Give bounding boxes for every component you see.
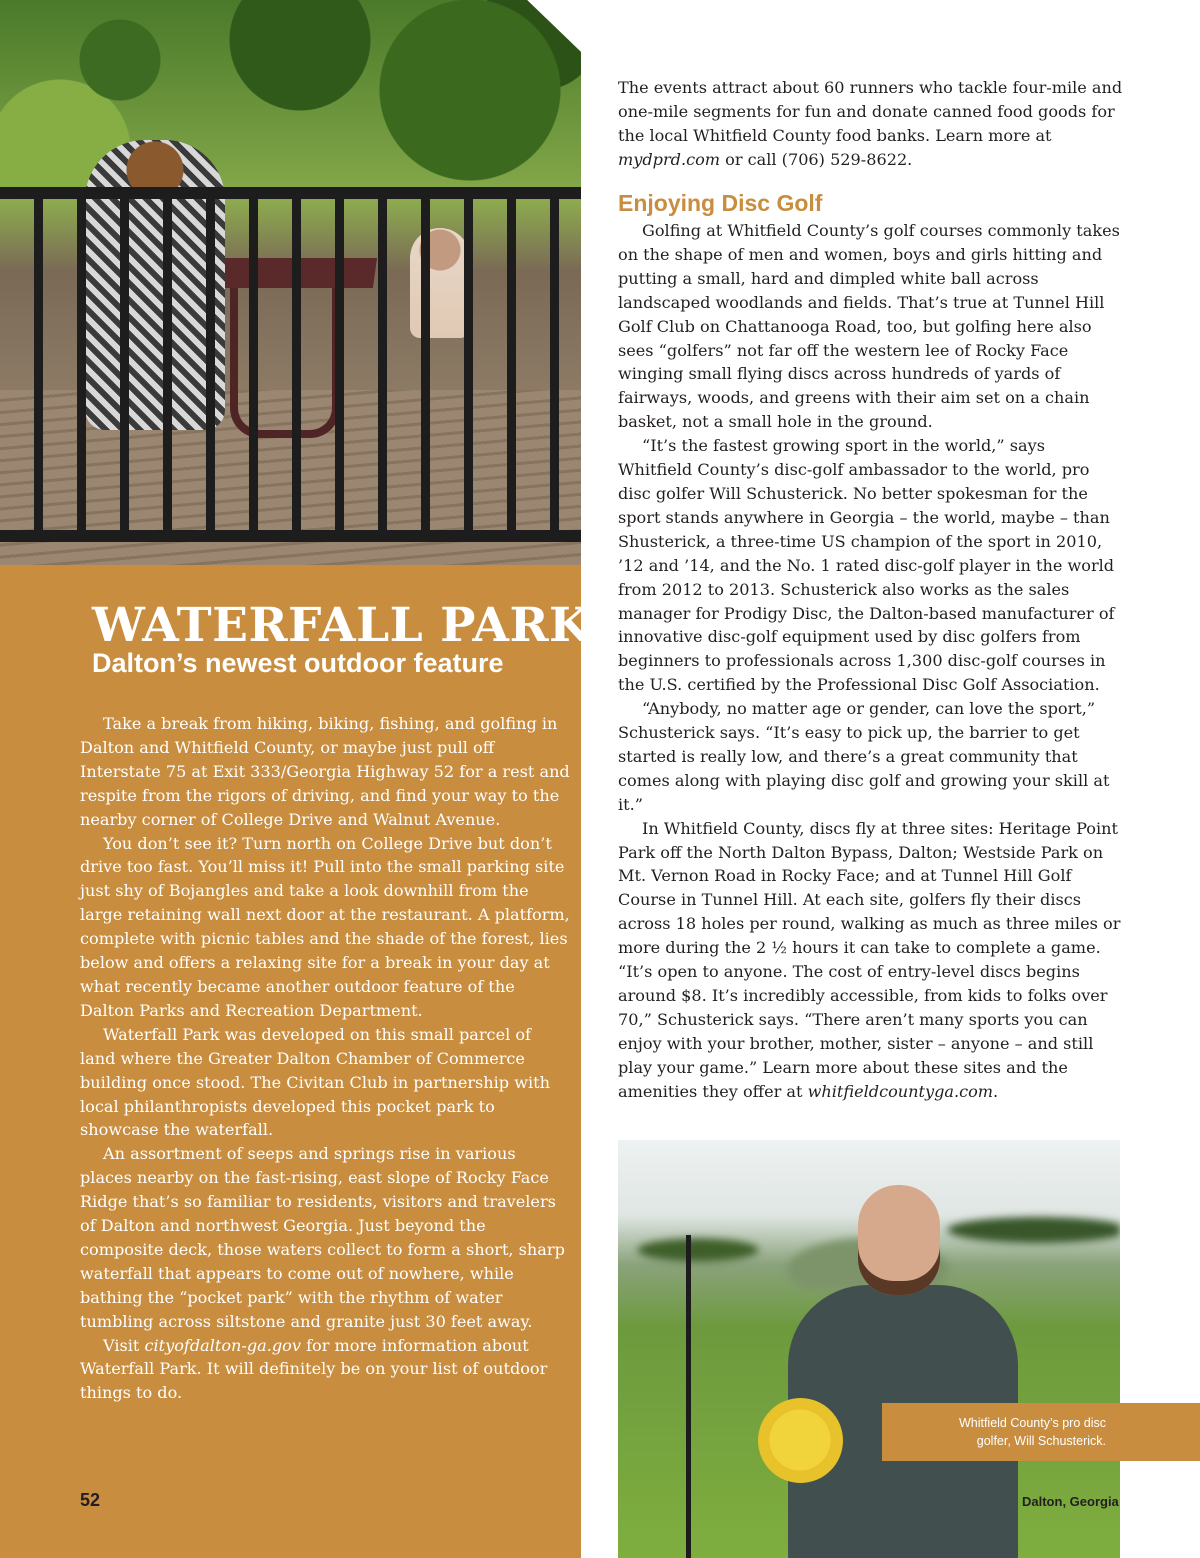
events-phone: or call (706) 529-8622. [720, 149, 913, 169]
mydprd-link[interactable]: mydprd.com [618, 149, 721, 169]
waterfall-paragraph-4: An assortment of seeps and springs rise in various places nearby on the fast-rising, east slope of Rocky Face Ridge that’s so familiar to residents, visitors and travelers of Dalton and northwest Georgia. Just beyond the composite deck, those waters collect to form a short, sharp waterfall that appears to come out of nowhere, while bathing the “pocket park” with the rhythm of water tumbling across siltstone and granite just 30 feet away. [80, 1144, 565, 1331]
events-text: The events attract about 60 runners who tackle four-mile and one-mile segments for fun and donate canned food goods for the local Whitfield County food banks. Learn more at [618, 78, 1123, 145]
disc-golf-paragraph-3: “Anybody, no matter age or gender, can love the sport,” Schusterick says. “It’s easy to pick up, the barrier to get started is really low, and there’s a great community that comes along with playing disc golf and growing your skill at it.” [618, 699, 1110, 814]
visit-suffix: for more information about Waterfall Park. It will definitely be on your list of outdoor things to do. [80, 1335, 548, 1403]
disc-golf-paragraph-1: Golfing at Whitfield County’s golf courses commonly takes on the shape of men and women, boys and girls hitting and putting a small, hard and dimpled white ball across landscaped woodlands and fields. That’s true at Tunnel Hill Golf Club on Chattanooga Road, too, but golfing here also sees “golfers” not far off the western lee of Rocky Face winging small flying discs across hundreds of yards of fairways, woods, and greens with their aim set on a chain basket, not a small hole in the ground. [618, 221, 1120, 432]
waterfall-park-subtitle: Dalton’s newest outdoor feature [92, 648, 504, 678]
disc-golf-sites-text: In Whitfield County, discs fly at three sites: Heritage Point Park off the North Dalton Bypass, Dalton; Westside Park on Mt. Vernon Road in Rocky Face; and at Tunnel Hill Golf Course in Tunnel Hill. At each site, golfers fly their discs across 18 holes per round, walking as much as three miles or more during the 2 ½ hours it can take to complete a game. “It’s open to anyone. The cost of entry-level discs begins around $8. It’s incredibly accessible, from kids to folks over 70,” Schusterick says. “There aren’t many sports you can enjoy with your brother, mother, sister – anyone – and still play your game.” Learn more about these sites and the amenities they offer at [618, 818, 1121, 1101]
events-article [618, 76, 1123, 172]
disc-golf-paragraph-2: “It’s the fastest growing sport in the world,” says Whitfield County’s disc-golf ambassador to the world, pro disc golfer Will Schusterick. No better spokesman for the sport stands anywhere in Georgia – the world, maybe – than Shusterick, a three-time US champion of the sport in 2010, ’12 and ’14, and the No. 1 rated disc-golf player in the world from 2012 to 2013. Schusterick also works as the sales manager for Prodigy Disc, the Dalton-based manufacturer of innovative disc-golf equipment used by disc golfers from beginners to professionals across 1,300 disc-golf courses in the U.S. certified by the Professional Disc Golf Association. [618, 436, 1115, 695]
disc-golf-heading: Enjoying Disc Golf [618, 190, 823, 216]
disc-golf-article [618, 219, 1123, 1104]
flying-disc [758, 1398, 843, 1483]
waterfall-park-title: WATERFALL PARK [92, 598, 591, 653]
waterfall-paragraph-2: You don’t see it? Turn north on College Drive but don’t drive too fast. You’ll miss it! Pull into the small parking site just shy of Bojangles and take a look downhill from the large retaining wall next door at the restaurant. A platform, complete with picnic tables and the shade of the forest, lies below and offers a relaxing site for a break in your day at what recently became another outdoor feature of the Dalton Parks and Recreation Department. [80, 833, 570, 1020]
waterfall-park-photo [0, 0, 581, 565]
waterfall-paragraph-5 [80, 1334, 570, 1406]
photo-fence [0, 187, 581, 542]
page-number: 52 [80, 1490, 101, 1510]
photo-caption [890, 1414, 1106, 1450]
caption-line-2: golfer, Will Schusterick. [976, 1434, 1106, 1448]
events-paragraph [618, 76, 1123, 172]
city-website-link[interactable]: cityofdalton-ga.gov [144, 1335, 301, 1355]
photo-foliage [0, 0, 581, 200]
caption-line-1: Whitfield County’s pro disc [958, 1416, 1106, 1430]
disc-golf-sites-end: . [993, 1081, 999, 1101]
footer-location: Dalton, Georgia [1022, 1494, 1119, 1509]
waterfall-paragraph-1: Take a break from hiking, biking, fishing, and golfing in Dalton and Whitfield County, or maybe just pull off Interstate 75 at Exit 333/Georgia Highway 52 for a rest and respite from the rigors of driving, and find your way to the nearby corner of College Drive and Walnut Avenue. [80, 714, 570, 829]
photo-golfer-head [858, 1185, 940, 1295]
waterfall-park-article [80, 712, 570, 1405]
waterfall-paragraph-3: Waterfall Park was developed on this small parcel of land where the Greater Dalton Chamber of Commerce building once stood. The Civitan Club in partnership with local philanthropists developed this pocket park to showcase the waterfall. [80, 1024, 550, 1140]
photo-fence-rail [0, 530, 581, 542]
disc-golf-basket-pole [686, 1235, 691, 1558]
visit-prefix: Visit [103, 1335, 145, 1355]
disc-golf-paragraph-4 [618, 817, 1123, 1104]
whitfield-website-link[interactable]: whitfieldcountyga.com [807, 1081, 994, 1101]
